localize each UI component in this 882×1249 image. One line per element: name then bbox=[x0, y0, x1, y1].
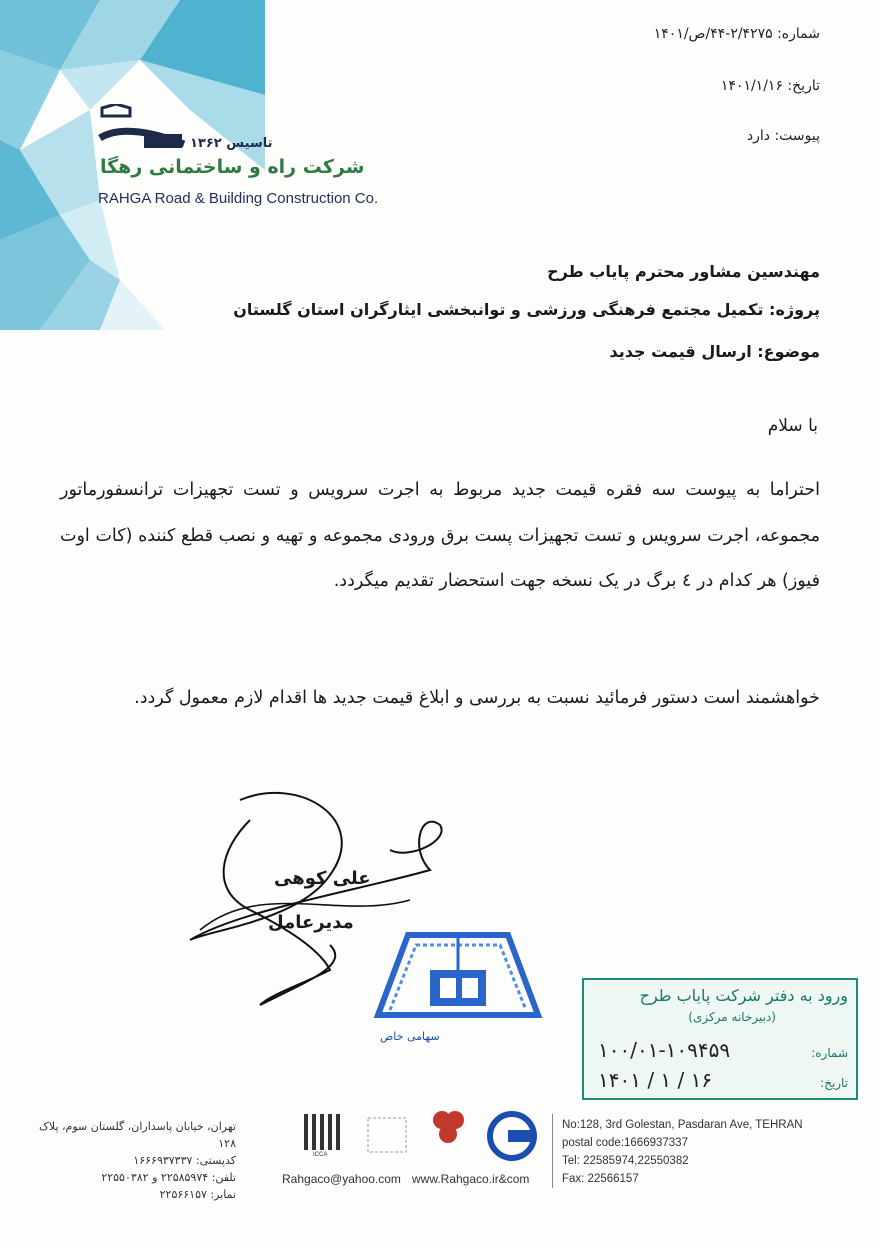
letter-attachment-value: دارد bbox=[746, 128, 770, 144]
stamp-subtitle: (دبیرخانه مرکزی) bbox=[688, 1010, 776, 1024]
iso-certification-icon bbox=[486, 1110, 538, 1162]
founded-year: تاسیس ۱۳۶۲ bbox=[190, 136, 273, 151]
footer-postal-en: postal code:1666937337 bbox=[562, 1137, 688, 1149]
footer-address-en: No:128, 3rd Golestan, Pasdaran Ave, TEHRAN bbox=[562, 1119, 803, 1131]
letter-number-label: شماره: bbox=[777, 26, 820, 42]
greeting: با سلام bbox=[767, 416, 818, 436]
company-name-fa: شرکت راه و ساختمانی رهگا bbox=[100, 156, 365, 178]
letter-date bbox=[721, 78, 820, 94]
footer-address-fa: تهران، خیابان پاسداران، گلستان سوم، پلاک ۱۲۸ bbox=[39, 1120, 236, 1150]
footer-fax-en: Fax: 22566157 bbox=[562, 1173, 639, 1185]
company-name-en: RAHGA Road & Building Construction Co. bbox=[98, 190, 379, 207]
subject-line: موضوع: ارسال قیمت جدید bbox=[609, 342, 820, 361]
footer-contact-en bbox=[562, 1116, 803, 1188]
letter-number bbox=[654, 26, 820, 42]
stamp-date-value: ۱۴۰۱ / ۱ / ۱۶ bbox=[598, 1068, 713, 1092]
rahga-logo-icon bbox=[96, 104, 186, 156]
footer-divider bbox=[552, 1114, 553, 1188]
letter-date-value: ۱۴۰۱/۱/۱۶ bbox=[720, 78, 783, 94]
letter-date-label: تاریخ: bbox=[787, 78, 820, 94]
footer-email[interactable]: Rahgaco@yahoo.com bbox=[282, 1172, 401, 1186]
footer-phone-fa: تلفن: ۲۲۵۸۵۹۷۴ و ۲۲۵۵۰۳۸۲ bbox=[101, 1171, 236, 1184]
footer-postal-fa: کدپستی: ۱۶۶۶۹۳۷۳۳۷ bbox=[133, 1154, 236, 1167]
received-stamp bbox=[582, 978, 858, 1100]
footer-fax-fa: نمابر: ۲۲۵۶۶۱۵۷ bbox=[159, 1188, 236, 1201]
signer-title: مدیرعامل bbox=[268, 912, 354, 933]
letter-number-value: ۲/۴۲۷۵-۴۴/ص/۱۴۰۱ bbox=[653, 26, 773, 42]
stamp-date-label: تاریخ: bbox=[820, 1076, 848, 1090]
letter-attachment-label: پیوست: bbox=[774, 128, 820, 144]
footer-website[interactable]: www.Rahgaco.ir&com bbox=[412, 1172, 530, 1186]
project-line: پروژه: تکمیل مجتمع فرهنگی ورزشی و توانبخشی ایثارگران استان گلستان bbox=[233, 300, 820, 319]
body-paragraph: احتراما به پیوست سه فقره قیمت جدید مربوط به اجرت سرویس و تست تجهیزات ترانسفورماتور مجموعه، اجرت سرویس و تست تجهیزات پست برق ورودی مجموعه و تهیه و نصب قطع کننده (کات اوت فیوز) هر کدام در ٤ برگ در یک نسخه جهت استحضار تقدیم میگردد. bbox=[60, 480, 820, 591]
signer-name: علی کوهی bbox=[274, 868, 371, 889]
icca-logo-icon bbox=[298, 1110, 348, 1168]
body-paragraph: خواهشمند است دستور فرمائید نسبت به بررسی و ابلاغ قیمت جدید ها اقدام لازم معمول گردد. bbox=[134, 688, 820, 708]
letter-attachment bbox=[747, 128, 820, 144]
stamp-number-value: ۱۰۰/۰۱-۱۰۹۴۵۹ bbox=[598, 1038, 731, 1062]
certification-logo-icon bbox=[364, 1112, 410, 1164]
footer-contact-fa bbox=[36, 1118, 236, 1203]
recipient: مهندسین مشاور محترم پایاب طرح bbox=[547, 262, 820, 281]
icca-label: ICCA bbox=[313, 1152, 328, 1158]
seal-text: سهامی خاص bbox=[380, 1030, 440, 1043]
stamp-number-label: شماره: bbox=[811, 1046, 848, 1060]
stamp-title: ورود به دفتر شرکت پایاب طرح bbox=[639, 986, 848, 1005]
association-logo-icon bbox=[428, 1108, 468, 1150]
footer-tel-en: Tel: 22585974,22550382 bbox=[562, 1155, 689, 1167]
